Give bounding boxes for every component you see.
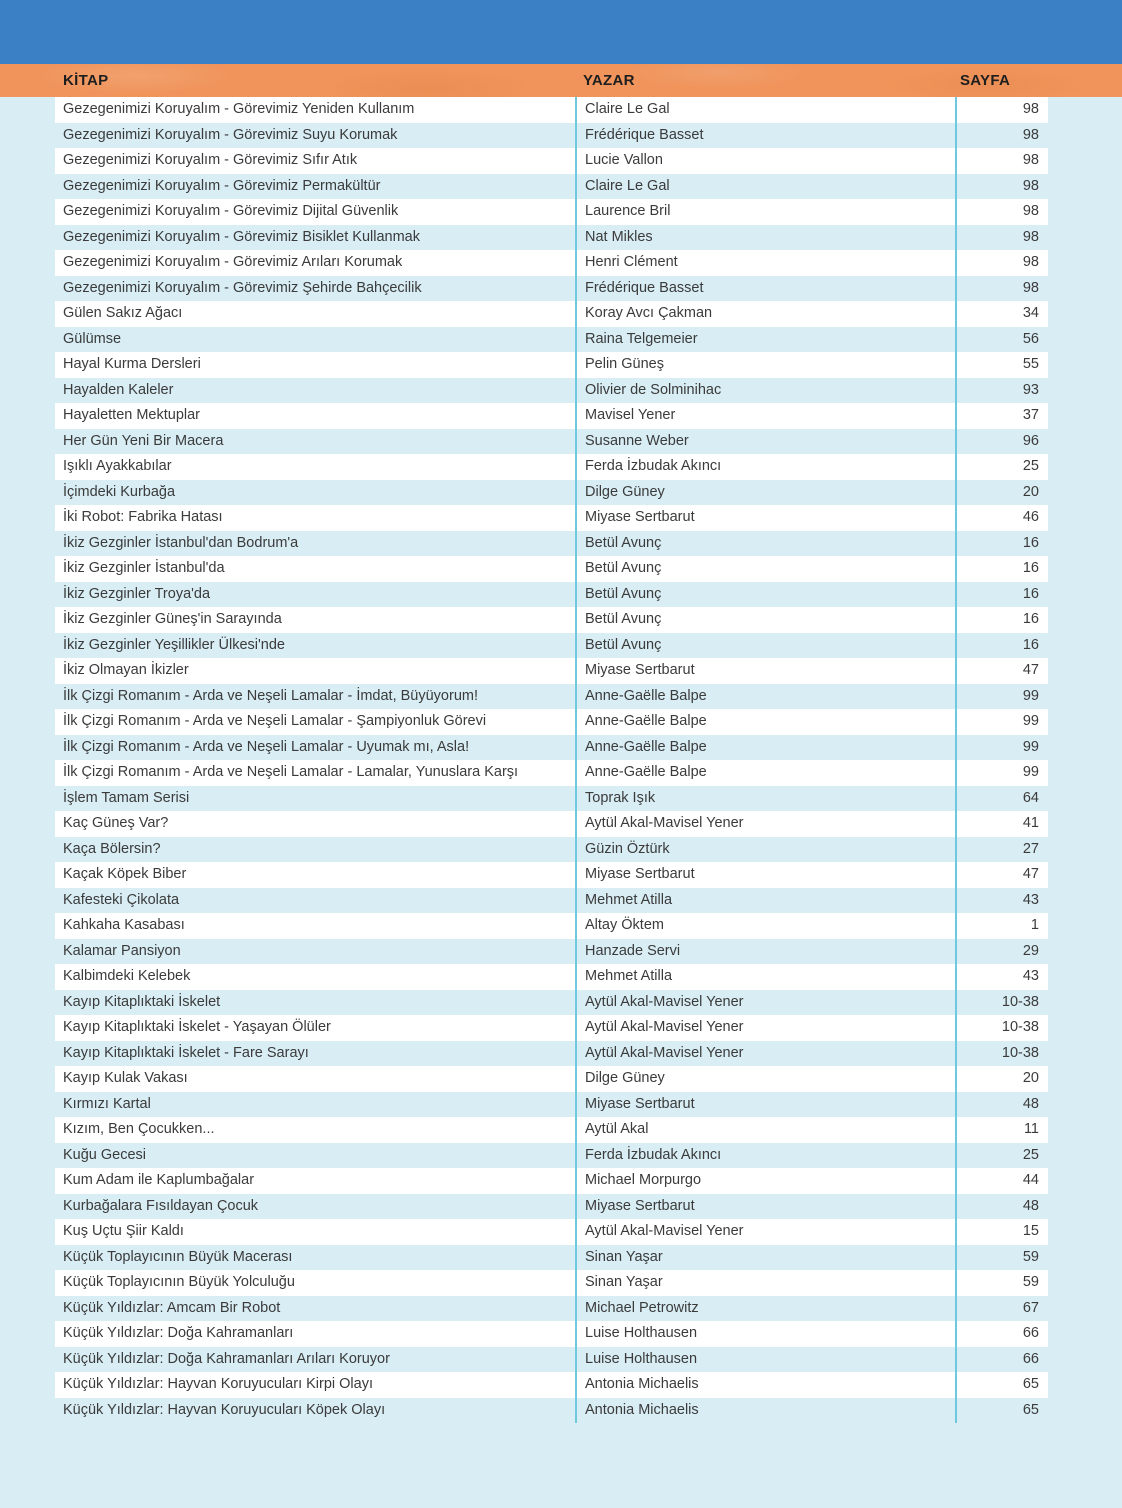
book-title-cell: Küçük Yıldızlar: Amcam Bir Robot <box>63 1299 281 1316</box>
table-row <box>55 1041 1048 1067</box>
book-page-cell: 10-38 <box>955 1041 1048 1067</box>
book-author-cell: Aytül Akal <box>575 1117 955 1143</box>
book-title-cell: Hayal Kurma Dersleri <box>63 356 201 372</box>
book-author-cell: Toprak Işık <box>575 786 955 812</box>
table-row <box>55 1398 1048 1424</box>
book-page-cell: 99 <box>955 760 1048 786</box>
table-row <box>55 1194 1048 1220</box>
book-author-cell: Michael Morpurgo <box>575 1168 955 1194</box>
table-row <box>55 250 1048 276</box>
book-page-cell: 98 <box>955 225 1048 251</box>
table-row <box>55 352 1048 378</box>
book-author-cell: Hanzade Servi <box>575 939 955 965</box>
book-page-cell: 98 <box>955 148 1048 174</box>
book-title-cell: İlk Çizgi Romanım - Arda ve Neşeli Lamalar - İmdat, Büyüyorum! <box>63 687 478 704</box>
book-page-cell: 98 <box>955 97 1048 123</box>
book-title-cell: Kurbağalara Fısıldayan Çocuk <box>63 1197 259 1214</box>
book-page-cell: 67 <box>955 1296 1048 1322</box>
book-title-cell: Kafesteki Çikolata <box>63 891 180 908</box>
book-author-cell: Frédérique Basset <box>575 276 955 302</box>
book-page-cell: 66 <box>955 1347 1048 1373</box>
table-row <box>55 582 1048 608</box>
table-row <box>55 913 1048 939</box>
book-title-cell: İki Robot: Fabrika Hatası <box>63 509 223 525</box>
book-page-cell: 20 <box>955 480 1048 506</box>
book-page-cell: 11 <box>955 1117 1048 1143</box>
book-title-cell: Gezegenimizi Koruyalım - Görevimiz Bisiklet Kullanmak <box>63 228 420 245</box>
book-author-cell: Miyase Sertbarut <box>575 1194 955 1220</box>
book-page-cell: 48 <box>955 1092 1048 1118</box>
book-title-cell: Her Gün Yeni Bir Macera <box>63 432 224 449</box>
book-title-cell: Küçük Yıldızlar: Hayvan Koruyucuları Köpek Olayı <box>63 1401 386 1418</box>
table-row <box>55 760 1048 786</box>
book-page-cell: 41 <box>955 811 1048 837</box>
book-page-cell: 29 <box>955 939 1048 965</box>
table-row <box>55 1143 1048 1169</box>
book-page-cell: 98 <box>955 250 1048 276</box>
book-title-cell: Gülümse <box>63 330 122 347</box>
book-page-cell: 16 <box>955 633 1048 659</box>
book-title-cell: Gezegenimizi Koruyalım - Görevimiz Yeniden Kullanım <box>63 101 415 117</box>
book-page-cell: 65 <box>955 1398 1048 1424</box>
book-page-cell: 43 <box>955 964 1048 990</box>
book-page-cell: 15 <box>955 1219 1048 1245</box>
book-author-cell: Miyase Sertbarut <box>575 505 955 531</box>
book-page-cell: 47 <box>955 862 1048 888</box>
book-title-cell: Kızım, Ben Çocukken... <box>63 1121 215 1137</box>
book-page-cell: 1 <box>955 913 1048 939</box>
book-author-cell: Aytül Akal-Mavisel Yener <box>575 1041 955 1067</box>
book-author-cell: Claire Le Gal <box>575 97 955 123</box>
book-title-cell: Küçük Toplayıcının Büyük Yolculuğu <box>63 1274 295 1290</box>
table-row <box>55 97 1048 123</box>
book-author-cell: Aytül Akal-Mavisel Yener <box>575 1015 955 1041</box>
table-row <box>55 684 1048 710</box>
table-row <box>55 633 1048 659</box>
book-author-cell: Dilge Güney <box>575 480 955 506</box>
book-author-cell: Miyase Sertbarut <box>575 862 955 888</box>
book-title-cell: Kayıp Kulak Vakası <box>63 1070 188 1086</box>
book-title-cell: İlk Çizgi Romanım - Arda ve Neşeli Lamalar - Lamalar, Yunuslara Karşı <box>63 764 519 780</box>
book-page-cell: 10-38 <box>955 990 1048 1016</box>
book-page-cell: 64 <box>955 786 1048 812</box>
book-title-cell: Gezegenimizi Koruyalım - Görevimiz Dijital Güvenlik <box>63 203 399 219</box>
table-row <box>55 123 1048 149</box>
table-row <box>55 505 1048 531</box>
book-author-cell: Betül Avunç <box>575 582 955 608</box>
book-page-cell: 99 <box>955 735 1048 761</box>
book-author-cell: Anne-Gaëlle Balpe <box>575 735 955 761</box>
table-row <box>55 939 1048 965</box>
book-author-cell: Aytül Akal-Mavisel Yener <box>575 811 955 837</box>
table-row <box>55 1347 1048 1373</box>
book-page-cell: 25 <box>955 454 1048 480</box>
book-author-cell: Raina Telgemeier <box>575 327 955 353</box>
table-row <box>55 1321 1048 1347</box>
book-page-cell: 48 <box>955 1194 1048 1220</box>
column-header-sayfa: SAYFA <box>960 72 1011 89</box>
table-row <box>55 964 1048 990</box>
book-author-cell: Anne-Gaëlle Balpe <box>575 760 955 786</box>
book-author-cell: Pelin Güneş <box>575 352 955 378</box>
table-row <box>55 1219 1048 1245</box>
book-title-cell: Küçük Yıldızlar: Doğa Kahramanları Arıları Koruyor <box>63 1350 390 1367</box>
book-title-cell: Kahkaha Kasabası <box>63 917 185 933</box>
book-page-cell: 34 <box>955 301 1048 327</box>
table-row <box>55 1245 1048 1271</box>
book-title-cell: Kuş Uçtu Şiir Kaldı <box>63 1223 184 1239</box>
table-row <box>55 556 1048 582</box>
book-page-cell: 98 <box>955 174 1048 200</box>
book-title-cell: Kuğu Gecesi <box>63 1146 147 1163</box>
book-page-cell: 99 <box>955 709 1048 735</box>
book-author-cell: Anne-Gaëlle Balpe <box>575 709 955 735</box>
table-row <box>55 301 1048 327</box>
book-page-cell: 59 <box>955 1270 1048 1296</box>
book-author-cell: Michael Petrowitz <box>575 1296 955 1322</box>
table-row <box>55 225 1048 251</box>
table-row <box>55 1117 1048 1143</box>
table-row <box>55 531 1048 557</box>
book-page-cell: 98 <box>955 123 1048 149</box>
book-author-cell: Antonia Michaelis <box>575 1372 955 1398</box>
book-page-cell: 16 <box>955 531 1048 557</box>
table-row <box>55 735 1048 761</box>
book-title-cell: Gezegenimizi Koruyalım - Görevimiz Sıfır Atık <box>63 152 358 168</box>
book-author-cell: Ferda İzbudak Akıncı <box>575 454 955 480</box>
book-title-cell: Kum Adam ile Kaplumbağalar <box>63 1172 255 1188</box>
book-page-cell: 93 <box>955 378 1048 404</box>
book-title-cell: İkiz Gezginler İstanbul'dan Bodrum'a <box>63 534 299 551</box>
book-title-cell: İkiz Gezginler Yeşillikler Ülkesi'nde <box>63 636 285 653</box>
table-row <box>55 480 1048 506</box>
table-row <box>55 454 1048 480</box>
table-row <box>55 1066 1048 1092</box>
book-author-cell: Anne-Gaëlle Balpe <box>575 684 955 710</box>
book-author-cell: Koray Avcı Çakman <box>575 301 955 327</box>
table-row <box>55 429 1048 455</box>
book-author-cell: Betül Avunç <box>575 556 955 582</box>
book-page-cell: 10-38 <box>955 1015 1048 1041</box>
book-author-cell: Mehmet Atilla <box>575 888 955 914</box>
book-author-cell: Sinan Yaşar <box>575 1245 955 1271</box>
book-author-cell: Mehmet Atilla <box>575 964 955 990</box>
table-row <box>55 327 1048 353</box>
book-author-cell: Luise Holthausen <box>575 1347 955 1373</box>
table-row <box>55 607 1048 633</box>
book-author-cell: Ferda İzbudak Akıncı <box>575 1143 955 1169</box>
book-index-table <box>55 97 1048 1423</box>
table-row <box>55 378 1048 404</box>
table-row <box>55 174 1048 200</box>
table-header-row <box>0 64 1122 97</box>
book-page-cell: 16 <box>955 607 1048 633</box>
table-row <box>55 199 1048 225</box>
book-author-cell: Dilge Güney <box>575 1066 955 1092</box>
book-page-cell: 43 <box>955 888 1048 914</box>
book-title-cell: Küçük Yıldızlar: Doğa Kahramanları <box>63 1325 294 1341</box>
book-title-cell: Gülen Sakız Ağacı <box>63 305 183 321</box>
book-author-cell: Altay Öktem <box>575 913 955 939</box>
table-row <box>55 709 1048 735</box>
book-title-cell: Gezegenimizi Koruyalım - Görevimiz Şehirde Bahçecilik <box>63 279 422 296</box>
table-row <box>55 1296 1048 1322</box>
table-row <box>55 862 1048 888</box>
book-page-cell: 98 <box>955 199 1048 225</box>
book-author-cell: Miyase Sertbarut <box>575 1092 955 1118</box>
book-author-cell: Antonia Michaelis <box>575 1398 955 1424</box>
book-title-cell: Kaça Bölersin? <box>63 840 161 857</box>
table-row <box>55 1168 1048 1194</box>
table-row <box>55 1092 1048 1118</box>
book-page-cell: 16 <box>955 582 1048 608</box>
book-page-cell: 47 <box>955 658 1048 684</box>
book-page-cell: 59 <box>955 1245 1048 1271</box>
book-title-cell: Kaç Güneş Var? <box>63 815 169 831</box>
book-title-cell: Kayıp Kitaplıktaki İskelet - Yaşayan Ölüler <box>63 1019 331 1035</box>
book-author-cell: Susanne Weber <box>575 429 955 455</box>
table-row <box>55 1270 1048 1296</box>
book-title-cell: Kaçak Köpek Biber <box>63 866 187 882</box>
book-title-cell: İşlem Tamam Serisi <box>63 789 190 806</box>
book-title-cell: Küçük Yıldızlar: Hayvan Koruyucuları Kirpi Olayı <box>63 1376 374 1392</box>
table-row <box>55 811 1048 837</box>
column-header-yazar: YAZAR <box>583 72 635 89</box>
book-page-cell: 66 <box>955 1321 1048 1347</box>
book-author-cell: Miyase Sertbarut <box>575 658 955 684</box>
book-title-cell: Gezegenimizi Koruyalım - Görevimiz Permakültür <box>63 177 381 194</box>
book-author-cell: Betül Avunç <box>575 607 955 633</box>
book-title-cell: İkiz Gezginler Güneş'in Sarayında <box>63 611 282 627</box>
book-title-cell: Hayalden Kaleler <box>63 381 174 398</box>
book-author-cell: Betül Avunç <box>575 531 955 557</box>
table-row <box>55 403 1048 429</box>
book-page-cell: 98 <box>955 276 1048 302</box>
top-blue-bar <box>0 0 1122 64</box>
book-author-cell: Laurence Bril <box>575 199 955 225</box>
book-author-cell: Claire Le Gal <box>575 174 955 200</box>
table-row <box>55 276 1048 302</box>
book-title-cell: Kalamar Pansiyon <box>63 942 181 959</box>
table-row <box>55 786 1048 812</box>
book-title-cell: İkiz Gezginler İstanbul'da <box>63 560 225 576</box>
book-title-cell: Gezegenimizi Koruyalım - Görevimiz Arıları Korumak <box>63 254 403 270</box>
book-page-cell: 99 <box>955 684 1048 710</box>
book-page-cell: 96 <box>955 429 1048 455</box>
book-author-cell: Sinan Yaşar <box>575 1270 955 1296</box>
book-title-cell: Küçük Toplayıcının Büyük Macerası <box>63 1248 293 1265</box>
table-row <box>55 1015 1048 1041</box>
book-page-cell: 20 <box>955 1066 1048 1092</box>
book-page-cell: 46 <box>955 505 1048 531</box>
book-title-cell: Kalbimdeki Kelebek <box>63 968 191 984</box>
table-row <box>55 837 1048 863</box>
book-title-cell: İçimdeki Kurbağa <box>63 483 176 500</box>
book-author-cell: Luise Holthausen <box>575 1321 955 1347</box>
book-author-cell: Mavisel Yener <box>575 403 955 429</box>
book-page-cell: 16 <box>955 556 1048 582</box>
book-title-cell: Kayıp Kitaplıktaki İskelet - Fare Sarayı <box>63 1044 309 1061</box>
table-row <box>55 1372 1048 1398</box>
book-page-cell: 44 <box>955 1168 1048 1194</box>
book-title-cell: İkiz Gezginler Troya'da <box>63 585 211 602</box>
book-title-cell: Kırmızı Kartal <box>63 1095 151 1112</box>
book-title-cell: Işıklı Ayakkabılar <box>63 458 172 474</box>
table-row <box>55 148 1048 174</box>
book-author-cell: Olivier de Solminihac <box>575 378 955 404</box>
book-title-cell: İlk Çizgi Romanım - Arda ve Neşeli Lamalar - Uyumak mı, Asla! <box>63 738 470 755</box>
book-page-cell: 56 <box>955 327 1048 353</box>
book-title-cell: İlk Çizgi Romanım - Arda ve Neşeli Lamalar - Şampiyonluk Görevi <box>63 713 487 729</box>
book-author-cell: Lucie Vallon <box>575 148 955 174</box>
book-author-cell: Aytül Akal-Mavisel Yener <box>575 990 955 1016</box>
book-title-cell: Hayaletten Mektuplar <box>63 407 201 423</box>
table-row <box>55 888 1048 914</box>
book-title-cell: Kayıp Kitaplıktaki İskelet <box>63 993 221 1010</box>
book-title-cell: İkiz Olmayan İkizler <box>63 662 189 678</box>
book-author-cell: Henri Clément <box>575 250 955 276</box>
book-title-cell: Gezegenimizi Koruyalım - Görevimiz Suyu Korumak <box>63 126 398 143</box>
book-author-cell: Aytül Akal-Mavisel Yener <box>575 1219 955 1245</box>
book-page-cell: 37 <box>955 403 1048 429</box>
book-page-cell: 65 <box>955 1372 1048 1398</box>
table-row <box>55 990 1048 1016</box>
book-page-cell: 55 <box>955 352 1048 378</box>
column-header-kitap: KİTAP <box>63 72 109 89</box>
book-page-cell: 27 <box>955 837 1048 863</box>
table-row <box>55 658 1048 684</box>
book-author-cell: Nat Mikles <box>575 225 955 251</box>
book-author-cell: Güzin Öztürk <box>575 837 955 863</box>
book-page-cell: 25 <box>955 1143 1048 1169</box>
book-author-cell: Frédérique Basset <box>575 123 955 149</box>
book-author-cell: Betül Avunç <box>575 633 955 659</box>
